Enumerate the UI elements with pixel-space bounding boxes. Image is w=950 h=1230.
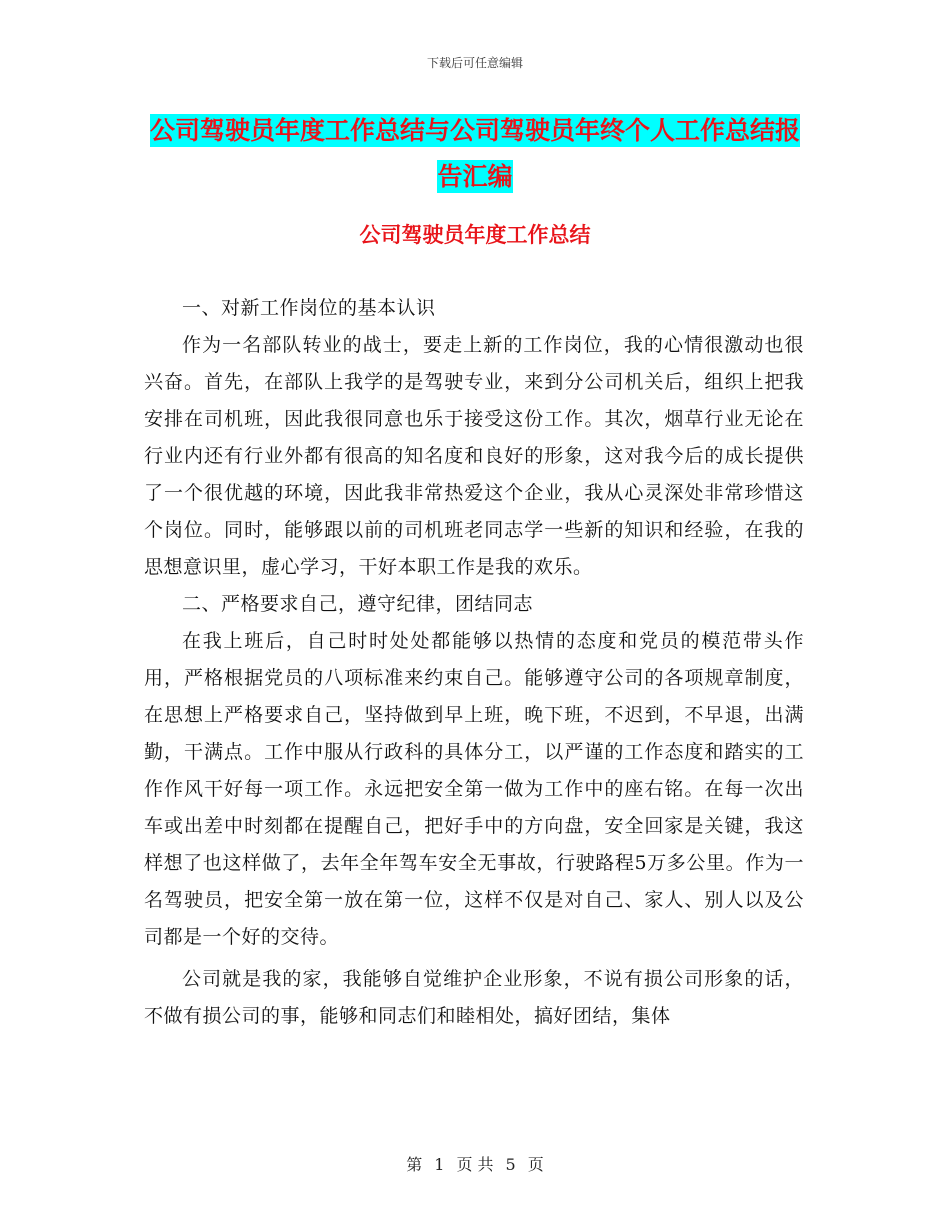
footer-label-of: 页 共 — [456, 1155, 494, 1174]
footer-total-pages: 5 — [505, 1155, 516, 1174]
header-note: 下载后可任意编辑 — [426, 56, 523, 70]
paragraph-heading-1: 一、对新工作岗位的基本认识 — [182, 297, 436, 319]
document-title — [150, 108, 800, 200]
footer-label-page: 第 — [406, 1155, 423, 1174]
paragraph-3: 公司就是我的家，我能够自觉维护企业形象，不说有损公司形象的话，不做有损公司的事，能够和同志们和睦相处，搞好团结，集体 — [144, 968, 804, 1027]
paragraph-heading-2: 二、严格要求自己，遵守纪律，团结同志 — [182, 593, 534, 615]
footer-label-pages: 页 — [527, 1155, 544, 1174]
section-title: 公司驾驶员年度工作总结 — [359, 223, 591, 247]
footer-current-page: 1 — [434, 1155, 445, 1174]
document-title-highlight: 公司驾驶员年度工作总结与公司驾驶员年终个人工作总结报告汇编 — [150, 116, 801, 191]
document-body — [144, 290, 804, 1035]
paragraph-2: 在我上班后，自己时时处处都能够以热情的态度和党员的模范带头作用，严格根据党员的八项标准来约束自己。能够遵守公司的各项规章制度，在思想上严格要求自己，坚持做到早上班，晚下班，不迟到，不早退，出满勤，干满点。工作中服从行政科的具体分工，以严谨的工作态度和踏实的工作作风干好每一项工作。永远把安全第一做为工作中的座右铭。在每一次出车或出差中时刻都在提醒自己，把好手中的方向盘，安全回家是关键，我这样想了也这样做了，去年全年驾车安全无事故，行驶路程5万多公里。作为一名驾驶员，把安全第一放在第一位，这样不仅是对自己、家人、别人以及公司都是一个好的交待。 — [144, 630, 804, 948]
page-footer — [0, 1152, 950, 1175]
paragraph-1: 作为一名部队转业的战士，要走上新的工作岗位，我的心情很激动也很兴奋。首先，在部队上我学的是驾驶专业，来到分公司机关后，组织上把我安排在司机班，因此我很同意也乐于接受这份工作。其次，烟草行业无论在行业内还有行业外都有很高的知名度和良好的形象，这对我今后的成长提供了一个很优越的环境，因此我非常热爱这个企业，我从心灵深处非常珍惜这个岗位。同时，能够跟以前的司机班老同志学一些新的知识和经验，在我的思想意识里，虚心学习，干好本职工作是我的欢乐。 — [144, 334, 804, 578]
